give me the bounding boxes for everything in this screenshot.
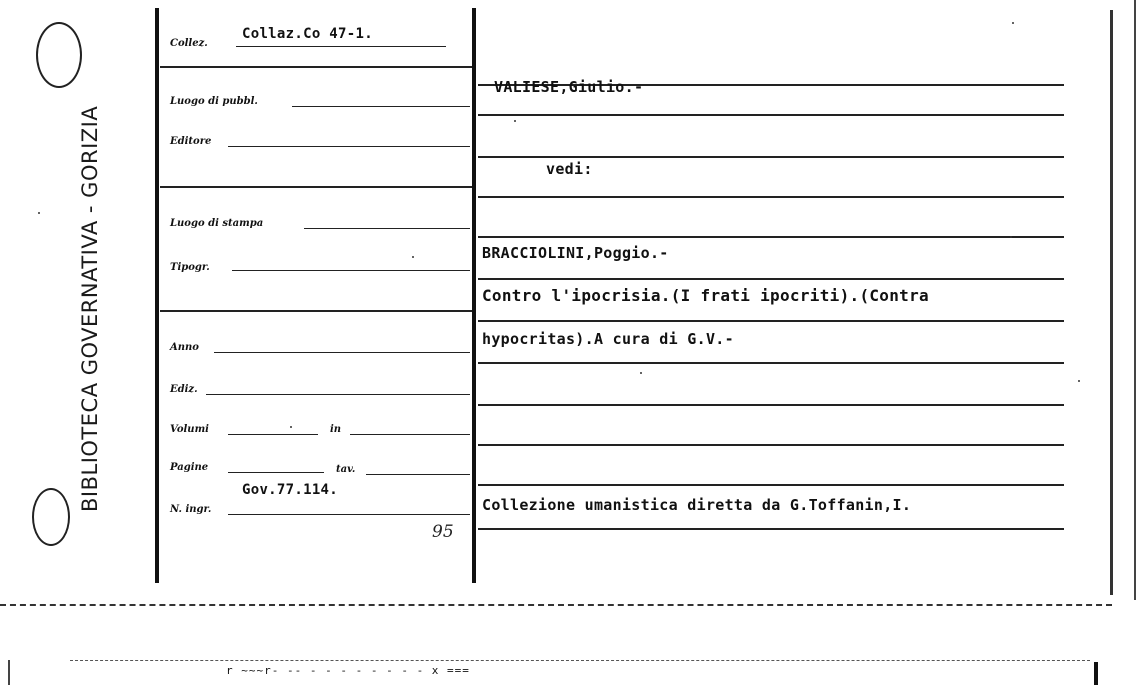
left-rule (160, 310, 472, 312)
in-underline (350, 434, 470, 435)
ediz-label: Ediz. (170, 384, 198, 395)
far-right-edge (1134, 0, 1136, 600)
speck (640, 372, 642, 374)
bottom-scribble: r ~~~r- -- - - - - - - - - x === (226, 664, 470, 677)
in-label: in (330, 424, 342, 435)
speck (290, 426, 292, 428)
tipogr-label: Tipogr. (170, 262, 210, 273)
right-edge-rule (1110, 10, 1113, 595)
luogo-pubbl-label: Luogo di pubbl. (170, 96, 258, 107)
entry-rule (478, 278, 1064, 280)
entry-series: Collezione umanistica diretta da G.Toffanin,I. (482, 496, 912, 514)
bottom-right-mark (1094, 662, 1098, 685)
entry-rule (478, 114, 1064, 116)
anno-label: Anno (170, 342, 199, 353)
collez-value: Collaz.Co 47-1. (242, 26, 373, 42)
volumi-label: Volumi (170, 424, 209, 435)
speck (1078, 380, 1080, 382)
speck (1010, 236, 1012, 238)
anno-underline (214, 352, 470, 353)
pagine-label: Pagine (170, 462, 209, 473)
card-bottom-edge (0, 604, 1112, 606)
entry-title-line2: hypocritas).A cura di G.V.- (482, 330, 734, 348)
center-column-rule (472, 8, 476, 583)
editore-underline (228, 146, 470, 147)
entry-rule (478, 196, 1064, 198)
pagine-underline (228, 472, 324, 473)
entry-rule (478, 156, 1064, 158)
n-ingr-value: Gov.77.114. (242, 482, 339, 498)
entry-heading: VALIESE,Giulio.- (494, 78, 644, 96)
page-number: 95 (432, 522, 454, 542)
luogo-stampa-label: Luogo di stampa (170, 218, 264, 229)
vedi-text: vedi: (546, 160, 593, 178)
ediz-underline (206, 394, 470, 395)
entry-rule (478, 484, 1064, 486)
tipogr-underline (232, 270, 470, 271)
entry-rule (478, 236, 1064, 238)
punch-hole-top (36, 22, 82, 88)
library-stamp: BIBLIOTECA GOVERNATIVA - GORIZIA (78, 105, 102, 512)
entry-rule (478, 404, 1064, 406)
tav-label: tav. (336, 464, 356, 475)
n-ingr-underline (228, 514, 470, 515)
entry-rule (478, 362, 1064, 364)
entry-rule (478, 320, 1064, 322)
entry-title-line1: Contro l'ipocrisia.(I frati ipocriti).(Contra (482, 286, 929, 305)
punch-hole-bottom (32, 488, 70, 546)
left-column-rule (155, 8, 159, 583)
entry-rule (478, 528, 1064, 530)
speck (38, 212, 40, 214)
entry-rule (478, 444, 1064, 446)
n-ingr-label: N. ingr. (170, 504, 212, 515)
volumi-underline (228, 434, 318, 435)
left-rule (160, 186, 472, 188)
speck (514, 120, 516, 122)
next-card-edge (70, 660, 1090, 661)
speck (1012, 22, 1014, 24)
luogo-stampa-underline (304, 228, 470, 229)
collez-underline (236, 46, 446, 47)
speck (412, 256, 414, 258)
luogo-pubbl-underline (292, 106, 470, 107)
left-rule (160, 66, 472, 68)
entry-author: BRACCIOLINI,Poggio.- (482, 244, 669, 262)
editore-label: Editore (170, 136, 212, 147)
collez-label: Collez. (170, 38, 208, 49)
bottom-left-mark (8, 660, 10, 685)
tav-underline (366, 474, 470, 475)
